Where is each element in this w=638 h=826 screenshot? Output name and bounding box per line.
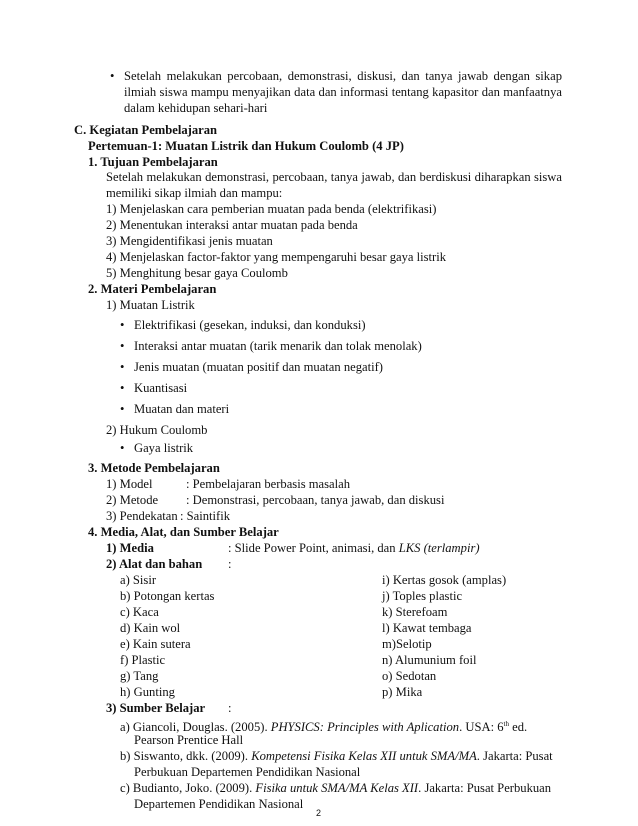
reference-b-author: b) Siswanto, dkk. (2009). (120, 749, 252, 763)
alat-item: j) Toples plastic (382, 589, 463, 603)
tujuan-item: 1) Menjelaskan cara pemberian muatan pada benda (elektrifikasi) (106, 202, 437, 216)
reference-a-title: PHYSICS: Principles with Aplication (270, 720, 460, 735)
alat-item: a) Sisir (120, 573, 157, 587)
media-value-italic: LKS (terlampir) (398, 541, 480, 555)
metode-label: 2) Metode (106, 493, 159, 507)
reference-c-title: Fisika untuk SMA/MA Kelas XII (255, 781, 419, 795)
alat-item: h) Gunting (120, 685, 175, 699)
reference-b-line-2: Perbukuan Departemen Pendidikan Nasional (134, 765, 361, 779)
reference-c-author: c) Budianto, Joko. (2009). (120, 781, 256, 795)
reference-c (120, 781, 551, 796)
tujuan-item: 2) Menentukan interaksi antar muatan pada benda (106, 218, 358, 232)
meeting-title: Pertemuan-1: Muatan Listrik dan Hukum Coulomb (4 JP) (88, 139, 404, 153)
metode-value: : Saintifik (180, 509, 231, 523)
alat-item: f) Plastic (120, 653, 166, 667)
reference-a-author: a) Giancoli, Douglas. (2005). (120, 720, 271, 735)
reference-b (120, 749, 553, 764)
alat-item: c) Kaca (120, 605, 159, 619)
section-heading: C. Kegiatan Pembelajaran (74, 123, 218, 137)
sumber-label: 3) Sumber Belajar (106, 701, 206, 715)
metode-label: 1) Model (106, 477, 153, 491)
reference-a-superscript: th (503, 720, 509, 728)
reference-c-publisher: . Jakarta: Pusat Perbukuan (418, 781, 552, 795)
alat-item: n) Alumunium foil (382, 653, 477, 667)
materi-sub-2: 2) Hukum Coulomb (106, 423, 208, 437)
sumber-colon: : (228, 701, 232, 715)
materi-bullet: • Gaya listrik (134, 441, 193, 456)
metode-label: 3) Pendekatan (106, 509, 178, 523)
materi-sub-1: 1) Muatan Listrik (106, 298, 195, 312)
tujuan-heading: 1. Tujuan Pembelajaran (88, 155, 218, 169)
intro-bullet-line-1: • Setelah melakukan percobaan, demonstrasi, diskusi, dan tanya jawab dengan sikap (124, 69, 562, 84)
alat-item: i) Kertas gosok (amplas) (382, 573, 507, 587)
materi-bullet: • Interaksi antar muatan (tarik menarik dan tolak menolak) (134, 339, 422, 354)
reference-b-publisher: . Jakarta: Pusat (476, 749, 553, 763)
materi-bullet: • Kuantisasi (134, 381, 187, 396)
metode-heading: 3. Metode Pembelajaran (88, 461, 220, 475)
reference-a-edition: ed. (508, 720, 528, 735)
alat-item: m)Selotip (382, 637, 432, 651)
media-label: 1) Media (106, 541, 154, 555)
alat-item: k) Sterefoam (382, 605, 448, 619)
materi-bullet: • Jenis muatan (muatan positif dan muatan negatif) (134, 360, 383, 375)
tujuan-item: 4) Menjelaskan factor-faktor yang mempengaruhi besar gaya listrik (106, 250, 447, 264)
alat-item: b) Potongan kertas (120, 589, 215, 603)
tujuan-item: 5) Menghitung besar gaya Coulomb (106, 266, 288, 280)
alat-item: p) Mika (382, 685, 423, 699)
tujuan-item: 3) Mengidentifikasi jenis muatan (106, 234, 273, 248)
alat-item: d) Kain wol (120, 621, 181, 635)
alat-colon: : (228, 557, 232, 571)
reference-b-title: Kompetensi Fisika Kelas XII untuk SMA/MA (251, 749, 477, 763)
reference-c-line-2: Departemen Pendidikan Nasional (134, 797, 304, 811)
intro-bullet-line-3: dalam kehidupan sehari-hari (124, 101, 268, 115)
materi-bullet: • Elektrifikasi (gesekan, induksi, dan konduksi) (134, 318, 366, 333)
media-value-text: : Slide Power Point, animasi, dan (228, 541, 399, 555)
tujuan-intro-line-2: memiliki sikap ilmiah dan mampu: (106, 186, 283, 200)
media-heading: 4. Media, Alat, dan Sumber Belajar (88, 525, 279, 539)
alat-item: e) Kain sutera (120, 637, 191, 651)
reference-a-line-2: Pearson Prentice Hall (134, 733, 244, 747)
media-value (228, 541, 480, 556)
materi-heading: 2. Materi Pembelajaran (88, 282, 217, 296)
alat-item: l) Kawat tembaga (382, 621, 472, 635)
alat-item: g) Tang (120, 669, 159, 683)
alat-label: 2) Alat dan bahan (106, 557, 203, 571)
metode-value: : Pembelajaran berbasis masalah (186, 477, 351, 491)
page-number: 2 (316, 808, 322, 818)
metode-value: : Demonstrasi, percobaan, tanya jawab, dan diskusi (186, 493, 445, 507)
intro-bullet-line-2: ilmiah siswa mampu menyajikan data dan informasi tentang kapasitor dan manfaatnya (124, 85, 562, 99)
materi-bullet: • Muatan dan materi (134, 402, 229, 417)
alat-item: o) Sedotan (382, 669, 437, 683)
tujuan-intro-line-1: Setelah melakukan demonstrasi, percobaan, tanya jawab, dan berdiskusi diharapkan siswa (106, 170, 562, 184)
reference-a-publisher: . USA: 6 (459, 720, 504, 735)
